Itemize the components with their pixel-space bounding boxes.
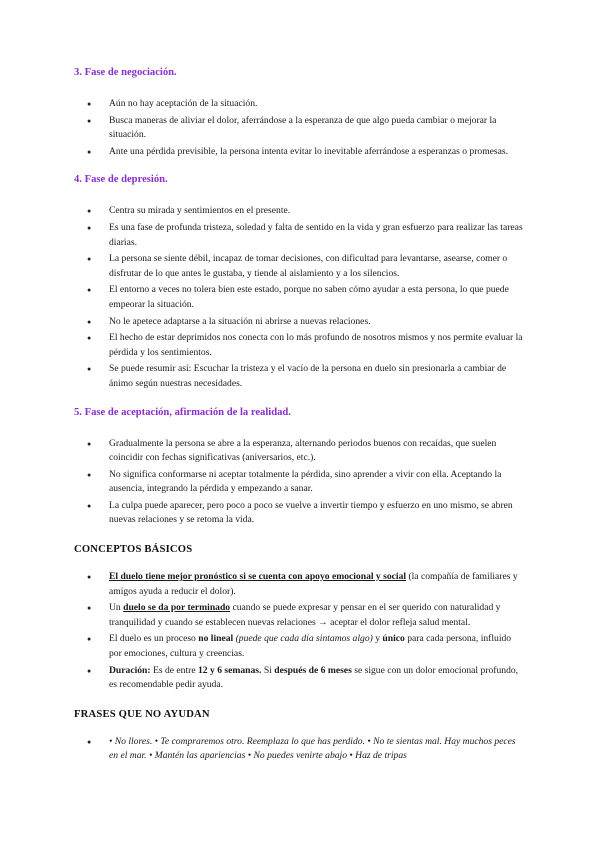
conceptos-title: CONCEPTOS BÁSICOS: [74, 544, 193, 556]
emphasis: duelo se da por terminado: [123, 602, 231, 614]
section-4-title: 4. Fase de depresión.: [74, 174, 168, 186]
list-item: ● Ante una pérdida previsible, la persona intenta evitar lo inevitable aferrándose a esperanzas o promesas.: [74, 145, 524, 160]
section-4-list: [74, 204, 524, 391]
phrases-text: • No llores. • Te compraremos otro. Reemplaza lo que has perdido. • No te sientas mal. Hay muchos peces en el mar. • Mantén las apariencias • No puedes venirte abajo • Haz de tripas: [109, 735, 516, 762]
section-5-list: [74, 437, 524, 529]
text: para cada persona, influido por emociones, cultura y creencias.: [109, 633, 512, 660]
text: Si: [261, 664, 275, 676]
list-item: ● El hecho de estar deprimidos nos conecta con lo más profundo de nosotros mismos y nos permite evaluar la pérdida y los sentimientos.: [74, 331, 524, 360]
text: Es de entre: [150, 664, 198, 676]
list-item: [74, 735, 524, 764]
text: cuando se puede expresar y pensar en el ser querido con naturalidad y tranquilidad y cuando se establecen nuevas relaciones → aceptar el dolor refleja salud mental.: [109, 602, 501, 628]
list-item: ● El entorno a veces no tolera bien este estado, porque no saben cómo ayudar a esta persona, lo que puede empeorar la situación.: [74, 283, 524, 312]
list-item: ● No le apetece adaptarse a la situación ni abrirse a nuevas relaciones.: [74, 315, 524, 330]
list-item: ● No significa conformarse ni aceptar totalmente la pérdida, sino aprender a vivir con ella. Aceptando la ausencia, integrando la pérdida y empezando a sanar.: [74, 468, 524, 497]
list-item: ● Se puede resumir así: Escuchar la tristeza y el vacío de la persona en duelo sin presionarla a cambiar de ánimo según nuestras necesidades.: [74, 362, 524, 391]
section-5-title: 5. Fase de aceptación, afirmación de la realidad.: [74, 406, 291, 418]
section-3-list: [74, 97, 524, 159]
emphasis: único: [382, 633, 405, 645]
list-item: ● Aún no hay aceptación de la situación.: [74, 97, 524, 112]
list-item: ● Gradualmente la persona se abre a la esperanza, alternando periodos buenos con recaídas, que suelen coincidir con fechas significativas (aniversarios, etc.).: [74, 437, 524, 466]
frases-title: FRASES QUE NO AYUDAN: [74, 708, 210, 720]
emphasis: no lineal: [198, 633, 234, 645]
list-item: [74, 570, 524, 599]
list-item: [74, 601, 524, 630]
emphasis: Duración:: [109, 664, 151, 676]
text: y: [372, 633, 383, 645]
italic-note: (puede que cada día sintamos algo): [233, 633, 373, 645]
text: El duelo es un proceso: [109, 633, 199, 645]
list-item: [74, 664, 524, 693]
emphasis: 12 y 6 semanas.: [198, 664, 262, 676]
list-item: ● Es una fase de profunda tristeza, soledad y falta de sentido en la vida y gran esfuerzo para realizar las tareas diarias.: [74, 221, 524, 250]
text: (la compañía de familiares y amigos ayuda a reducir el dolor).: [109, 571, 518, 597]
frases-list: [74, 735, 524, 764]
emphasis: después de 6 meses: [274, 664, 352, 676]
text: Un: [109, 602, 124, 614]
list-item: ● Centra su mirada y sentimientos en el presente.: [74, 204, 524, 219]
list-item: ● La persona se siente débil, incapaz de tomar decisiones, con dificultad para levantarse, asearse, comer o disfrutar de lo que antes le gustaba, y tiende al aislamiento y a los silencios.: [74, 252, 524, 281]
list-item: [74, 632, 524, 661]
text: se sigue con un dolor emocional profundo, es recomendable pedir ayuda.: [109, 664, 519, 691]
conceptos-list: [74, 570, 524, 693]
list-item: ● La culpa puede aparecer, pero poco a poco se vuelve a invertir tiempo y esfuerzo en uno mismo, se abren nuevas relaciones y se retoma la vida.: [74, 499, 524, 528]
emphasis: El duelo tiene mejor pronóstico si se cuenta con apoyo emocional y social: [109, 571, 407, 583]
section-3-title: 3. Fase de negociación.: [74, 67, 177, 78]
list-item: ● Busca maneras de aliviar el dolor, aferrándose a la esperanza de que algo pueda cambiar o mejorar la situación.: [74, 114, 524, 143]
